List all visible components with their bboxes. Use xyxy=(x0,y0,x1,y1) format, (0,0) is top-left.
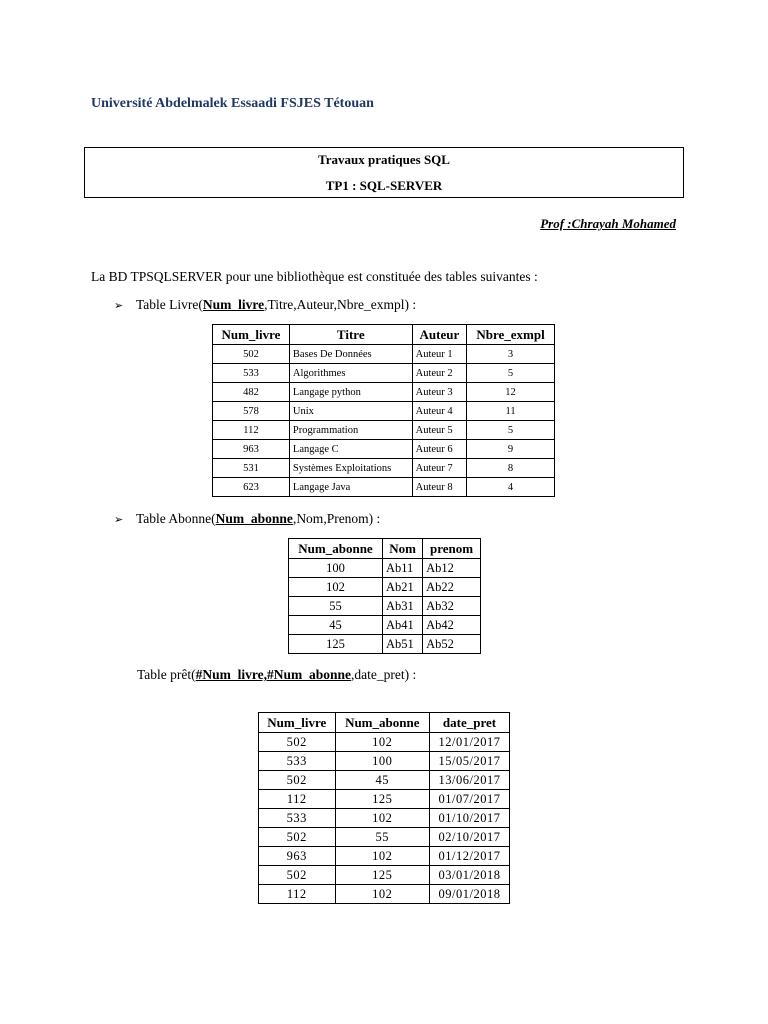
table-cell: 112 xyxy=(259,885,336,904)
table-cell: 5 xyxy=(467,364,555,383)
table-row xyxy=(259,771,510,790)
table-row xyxy=(259,866,510,885)
table-cell: 482 xyxy=(213,383,290,402)
table-row xyxy=(213,459,555,478)
table-row xyxy=(213,440,555,459)
table-cell: 112 xyxy=(259,790,336,809)
table-cell: Ab52 xyxy=(423,635,481,654)
intro-text: La BD TPSQLSERVER pour une bibliothèque est constituée des tables suivantes : xyxy=(91,269,538,284)
pret-heading-prefix: Table prêt( xyxy=(137,667,196,682)
table-cell: 03/01/2018 xyxy=(430,866,510,885)
table-cell: Auteur 1 xyxy=(412,345,466,364)
table-row xyxy=(213,402,555,421)
table-cell: Ab21 xyxy=(382,578,422,597)
table-cell: 125 xyxy=(335,790,429,809)
table-cell: 09/01/2018 xyxy=(430,885,510,904)
table-row xyxy=(213,345,555,364)
abonne-column-header: Num_abonne xyxy=(289,539,383,559)
table-row xyxy=(289,578,481,597)
arrow-bullet-icon: ➢ xyxy=(114,513,124,526)
abonne-table xyxy=(288,538,481,654)
table-cell: Bases De Données xyxy=(289,345,412,364)
table-cell: 533 xyxy=(213,364,290,383)
abonne-body xyxy=(289,559,481,654)
table-cell: Ab51 xyxy=(382,635,422,654)
table-row xyxy=(259,885,510,904)
table-cell: 13/06/2017 xyxy=(430,771,510,790)
livre-heading-key: Num_livre xyxy=(202,297,265,312)
table-cell: 963 xyxy=(213,440,290,459)
table-cell: Auteur 3 xyxy=(412,383,466,402)
table-cell: 11 xyxy=(467,402,555,421)
table-cell: 12 xyxy=(467,383,555,402)
table-cell: 55 xyxy=(335,828,429,847)
table-cell: 3 xyxy=(467,345,555,364)
table-cell: 5 xyxy=(467,421,555,440)
livre-column-header: Titre xyxy=(289,325,412,345)
table-cell: 01/12/2017 xyxy=(430,847,510,866)
table-cell: Auteur 4 xyxy=(412,402,466,421)
table-cell: Ab22 xyxy=(423,578,481,597)
table-row xyxy=(289,616,481,635)
table-cell: 100 xyxy=(335,752,429,771)
table-row xyxy=(289,635,481,654)
table-cell: Langage Java xyxy=(289,478,412,497)
table-cell: 502 xyxy=(259,866,336,885)
table-cell: Algorithmes xyxy=(289,364,412,383)
table-cell: Ab31 xyxy=(382,597,422,616)
course-title: Travaux pratiques SQL xyxy=(318,152,450,167)
table-cell: 12/01/2017 xyxy=(430,733,510,752)
table-row xyxy=(289,559,481,578)
table-cell: 102 xyxy=(335,885,429,904)
table-cell: 55 xyxy=(289,597,383,616)
abonne-column-header: Nom xyxy=(382,539,422,559)
university-name: Université Abdelmalek Essaadi FSJES Tétouan xyxy=(91,96,374,111)
table-cell: Ab32 xyxy=(423,597,481,616)
table-cell: 963 xyxy=(259,847,336,866)
livre-heading-prefix: Table Livre( xyxy=(136,297,203,312)
livre-column-header: Nbre_exmpl xyxy=(467,325,555,345)
abonne-heading xyxy=(114,511,380,527)
table-cell: 125 xyxy=(335,866,429,885)
table-cell: 45 xyxy=(335,771,429,790)
table-cell: Ab11 xyxy=(382,559,422,578)
table-cell: 502 xyxy=(259,771,336,790)
table-cell: 112 xyxy=(213,421,290,440)
table-cell: 01/07/2017 xyxy=(430,790,510,809)
table-row xyxy=(259,790,510,809)
livre-heading-suffix: ,Titre,Auteur,Nbre_exmpl) : xyxy=(264,297,417,312)
table-cell: Langage C xyxy=(289,440,412,459)
table-cell: Ab42 xyxy=(423,616,481,635)
table-cell: 502 xyxy=(213,345,290,364)
tp-title: TP1 : SQL-SERVER xyxy=(325,178,443,193)
table-cell: 100 xyxy=(289,559,383,578)
pret-heading-key: #Num_livre,#Num_abonne xyxy=(195,667,352,682)
table-cell: 102 xyxy=(335,809,429,828)
table-cell: Auteur 6 xyxy=(412,440,466,459)
pret-column-header: Num_livre xyxy=(259,713,336,733)
table-cell: Auteur 2 xyxy=(412,364,466,383)
table-cell: Auteur 8 xyxy=(412,478,466,497)
table-cell: 01/10/2017 xyxy=(430,809,510,828)
table-row xyxy=(213,364,555,383)
pret-header-row xyxy=(259,713,510,733)
title-box xyxy=(84,147,684,198)
table-row xyxy=(213,478,555,497)
table-cell: Programmation xyxy=(289,421,412,440)
abonne-column-header: prenom xyxy=(423,539,481,559)
table-cell: 623 xyxy=(213,478,290,497)
abonne-header-row xyxy=(289,539,481,559)
professor-name: Prof :Chrayah Mohamed xyxy=(540,216,676,231)
livre-table xyxy=(212,324,555,497)
livre-heading xyxy=(114,297,416,313)
table-cell: 8 xyxy=(467,459,555,478)
table-row xyxy=(259,752,510,771)
table-cell: 533 xyxy=(259,752,336,771)
table-row xyxy=(289,597,481,616)
table-cell: Langage python xyxy=(289,383,412,402)
table-cell: 45 xyxy=(289,616,383,635)
table-cell: Auteur 7 xyxy=(412,459,466,478)
abonne-heading-prefix: Table Abonne( xyxy=(136,511,216,526)
table-cell: Ab12 xyxy=(423,559,481,578)
table-cell: Unix xyxy=(289,402,412,421)
table-cell: 531 xyxy=(213,459,290,478)
table-row xyxy=(259,828,510,847)
table-cell: 502 xyxy=(259,828,336,847)
pret-body xyxy=(259,733,510,904)
table-cell: 502 xyxy=(259,733,336,752)
table-cell: 9 xyxy=(467,440,555,459)
pret-table xyxy=(258,712,510,904)
table-row xyxy=(259,733,510,752)
pret-column-header: date_pret xyxy=(430,713,510,733)
table-cell: Auteur 5 xyxy=(412,421,466,440)
abonne-heading-key: Num_abonne xyxy=(215,511,293,526)
livre-column-header: Auteur xyxy=(412,325,466,345)
table-cell: 102 xyxy=(335,733,429,752)
table-cell: 4 xyxy=(467,478,555,497)
table-row xyxy=(213,421,555,440)
livre-body xyxy=(213,345,555,497)
table-cell: 533 xyxy=(259,809,336,828)
table-cell: 02/10/2017 xyxy=(430,828,510,847)
table-row xyxy=(213,383,555,402)
table-cell: 125 xyxy=(289,635,383,654)
table-cell: Ab41 xyxy=(382,616,422,635)
pret-heading-suffix: ,date_pret) : xyxy=(351,667,417,682)
abonne-heading-suffix: ,Nom,Prenom) : xyxy=(292,511,381,526)
livre-header-row xyxy=(213,325,555,345)
pret-column-header: Num_abonne xyxy=(335,713,429,733)
table-cell: 578 xyxy=(213,402,290,421)
table-row xyxy=(259,847,510,866)
table-cell: 102 xyxy=(289,578,383,597)
table-cell: 102 xyxy=(335,847,429,866)
table-row xyxy=(259,809,510,828)
pret-heading xyxy=(137,667,416,683)
table-cell: 15/05/2017 xyxy=(430,752,510,771)
arrow-bullet-icon: ➢ xyxy=(114,299,124,312)
livre-column-header: Num_livre xyxy=(213,325,290,345)
table-cell: Systèmes Exploitations xyxy=(289,459,412,478)
